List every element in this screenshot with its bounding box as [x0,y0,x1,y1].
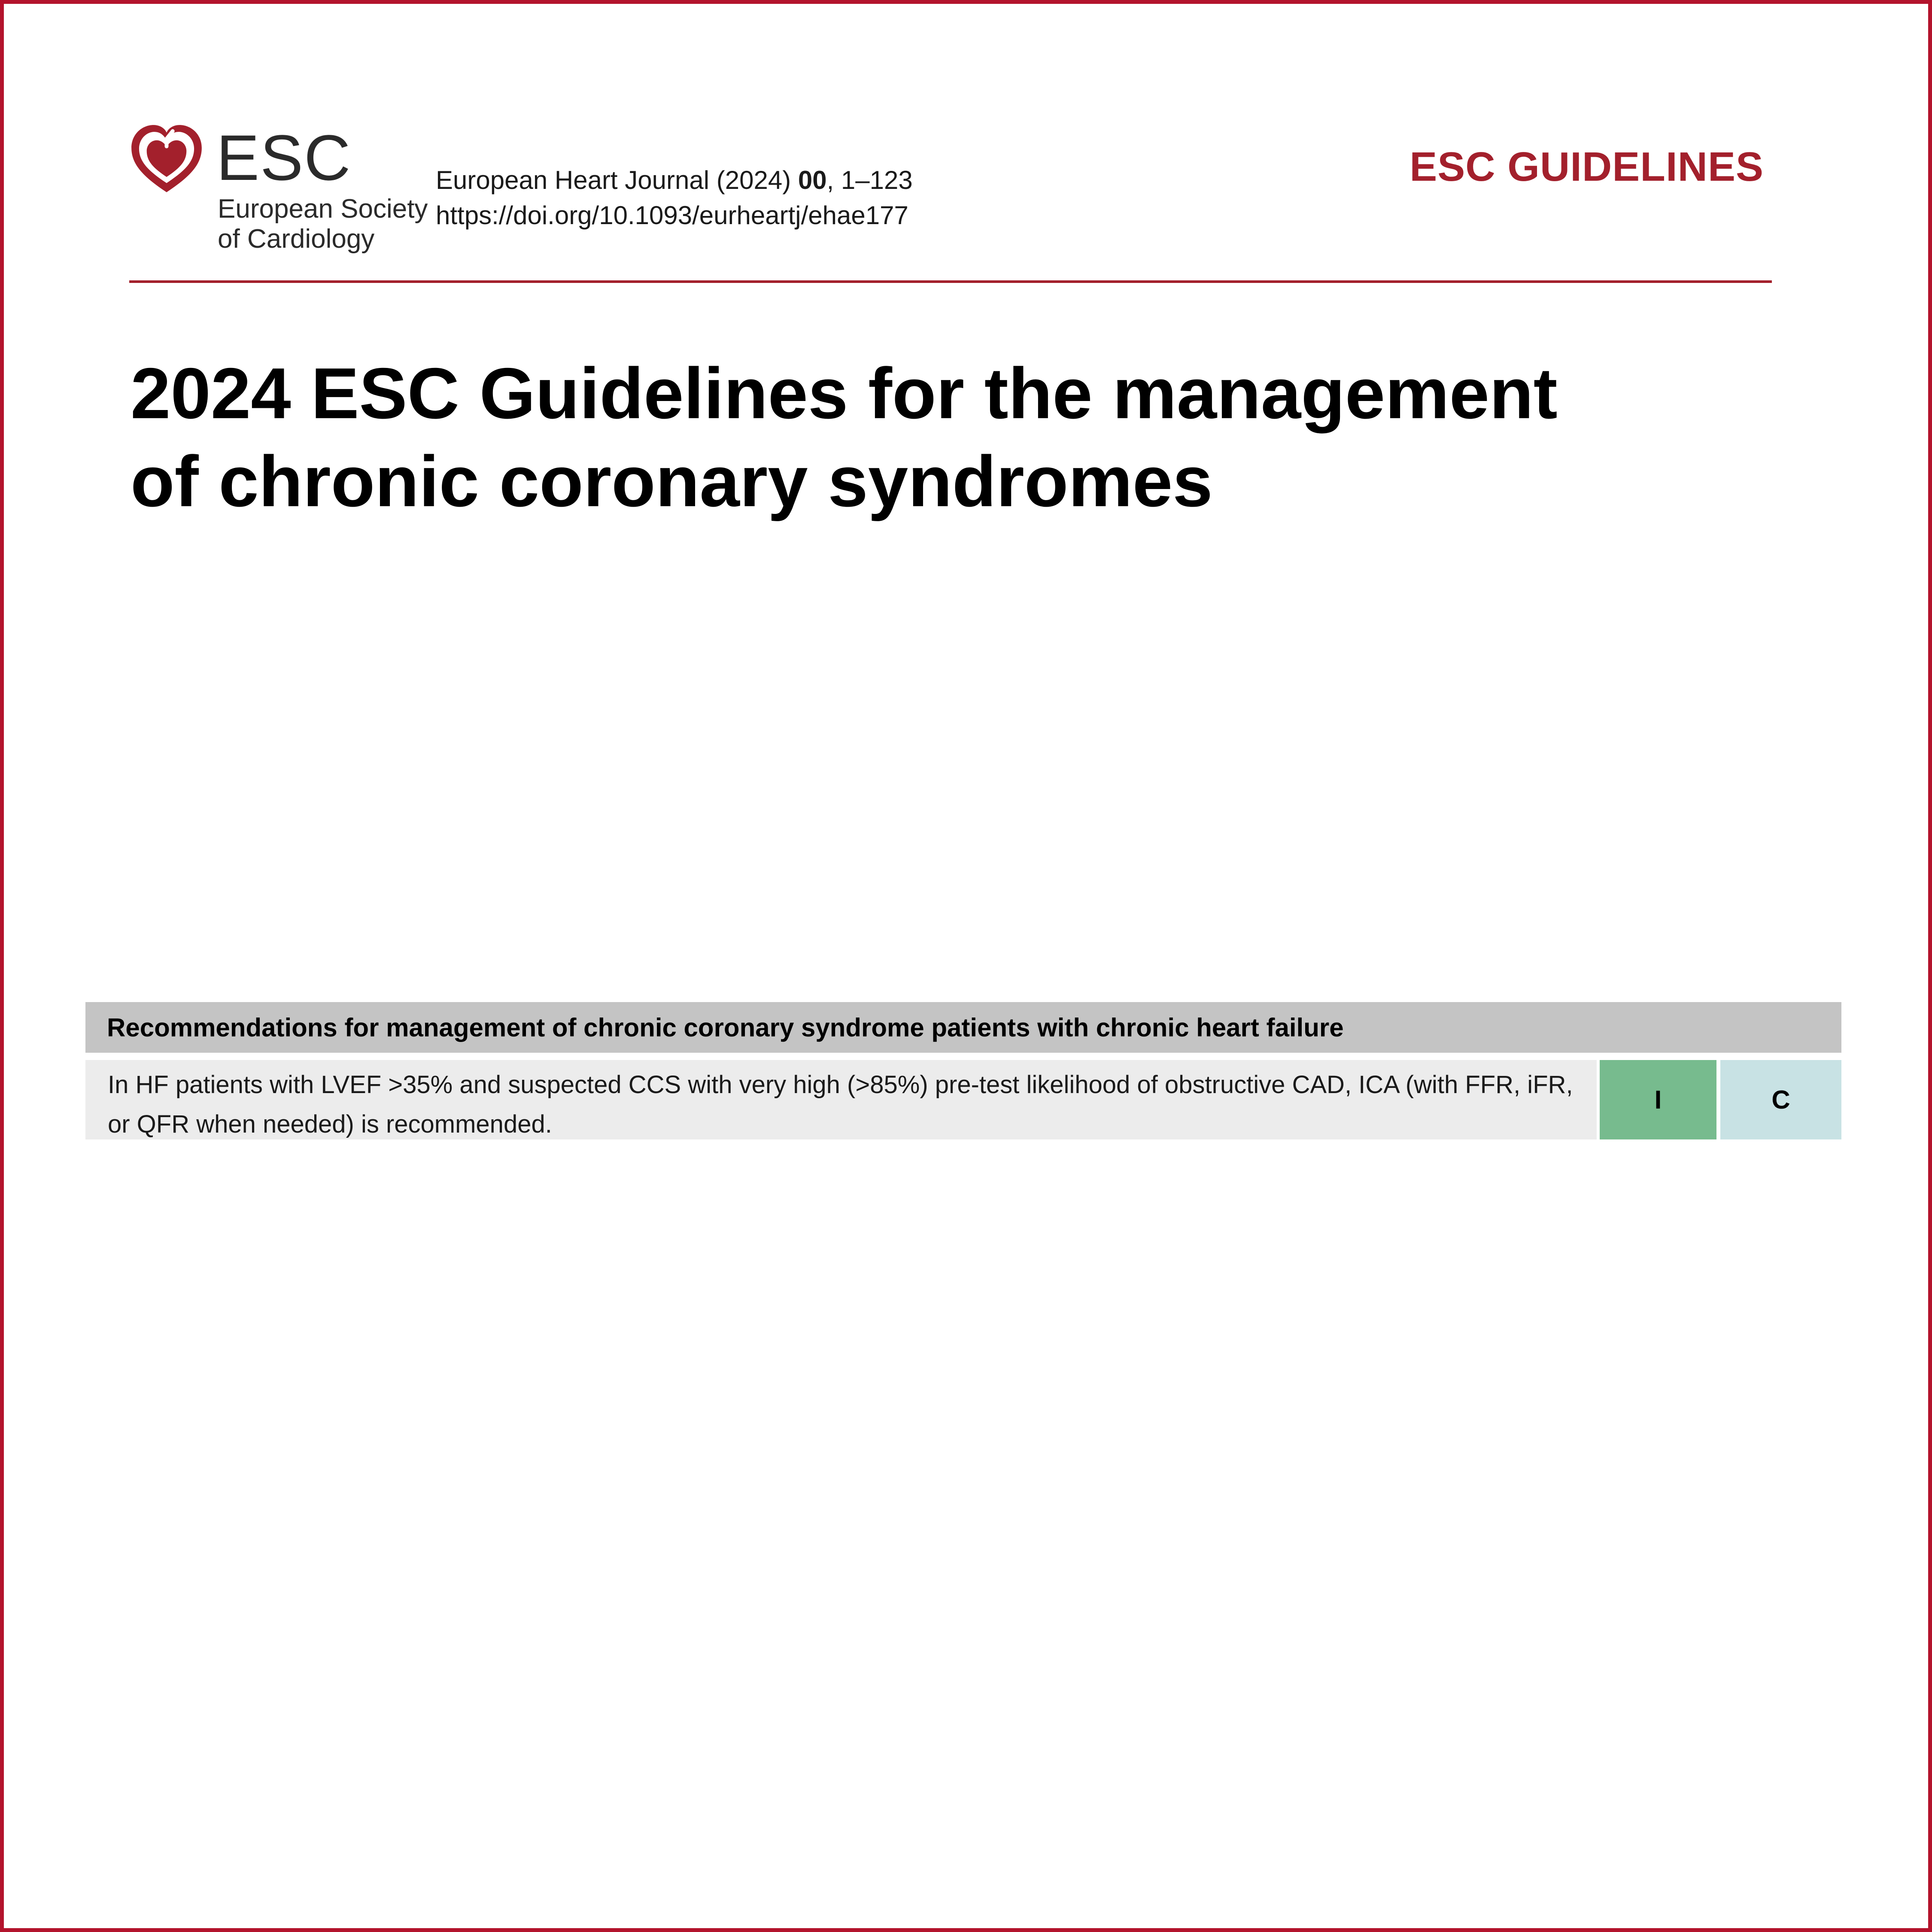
journal-line [436,163,913,198]
logo-society-line1: European Society [218,194,428,224]
journal-volume: 00 [798,166,827,194]
journal-pages: , 1–123 [826,166,913,194]
logo-wordmark: ESC [216,122,352,194]
journal-doi-link[interactable]: https://doi.org/10.1093/eurheartj/ehae177 [436,201,908,230]
table-row [85,1060,1841,1139]
recommendation-class-badge: I [1600,1060,1716,1139]
evidence-level-badge: C [1720,1060,1841,1139]
esc-logo [128,122,429,259]
journal-name-year: European Heart Journal (2024) [436,166,791,194]
recommendations-table-header: Recommendations for management of chronic coronary syndrome patients with chronic heart failure [85,1002,1841,1053]
heart-logo-icon [128,122,205,198]
header-divider [129,280,1772,283]
document-title [131,349,1719,526]
logo-society-line2: of Cardiology [218,224,375,254]
document-title-line1: 2024 ESC Guidelines for the management [131,353,1558,434]
document-title-line2: of chronic coronary syndromes [131,441,1213,522]
recommendation-text: In HF patients with LVEF >35% and suspected CCS with very high (>85%) pre-test likelihood of obstructive CAD, ICA (with FFR, iFR, or QFR when needed) is recommended. [85,1060,1597,1139]
journal-citation [436,163,913,233]
section-tag: ESC GUIDELINES [1410,144,1764,190]
logo-society-name [218,194,428,254]
recommendations-table [85,1002,1841,1139]
